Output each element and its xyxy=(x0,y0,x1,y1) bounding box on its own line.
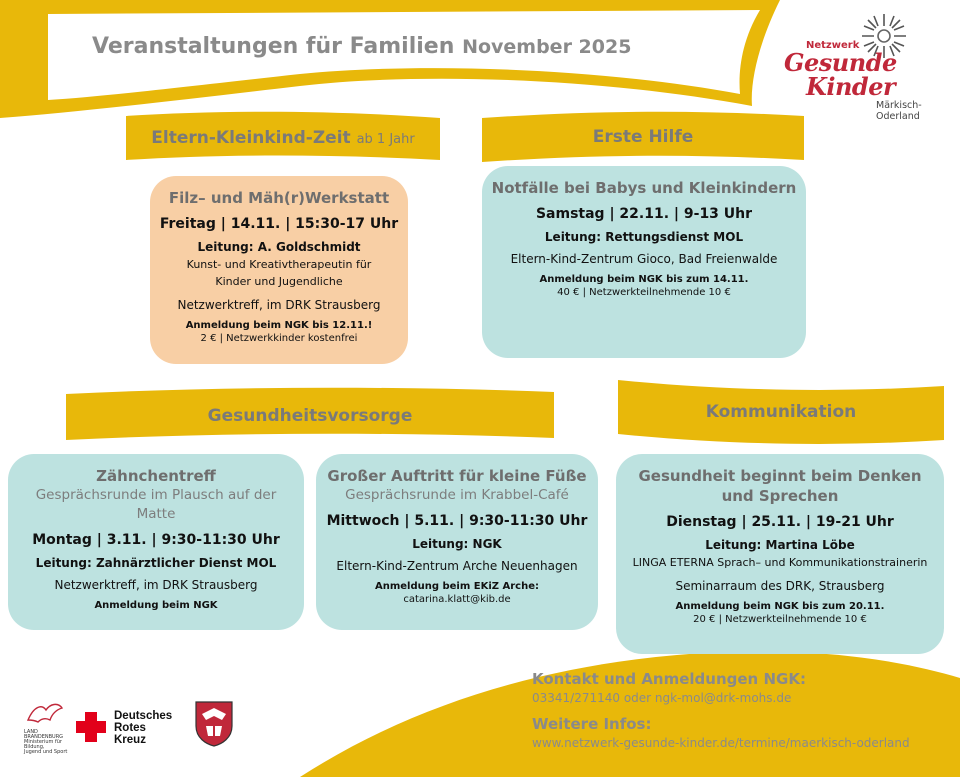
event-title: Zähnchentreff xyxy=(96,467,216,485)
event-lead: Leitung: NGK xyxy=(412,537,502,551)
contact-heading: Kontakt und Anmeldungen NGK: xyxy=(532,670,806,688)
event-title: Großer Auftritt für kleine Füße xyxy=(327,467,587,485)
banner-eltern-label xyxy=(126,128,440,148)
event-date: Montag | 3.11. | 9:30-11:30 Uhr xyxy=(32,532,280,548)
event-subtitle-line-1: Gesprächsrunde im Plausch auf der xyxy=(35,487,277,503)
logo-gesunde: Gesunde xyxy=(784,48,897,77)
event-card-notfaelle xyxy=(482,166,806,358)
banner-erste-hilfe-label: Erste Hilfe xyxy=(592,127,694,147)
event-lead: Leitung: A. Goldschmidt xyxy=(197,240,361,254)
event-date: Freitag | 14.11. | 15:30-17 Uhr xyxy=(159,216,399,232)
logo-netzwerk: Netzwerk xyxy=(806,40,860,51)
region-line-1: Märkisch- xyxy=(876,100,922,111)
event-place: Netzwerktreff, im DRK Strausberg xyxy=(177,298,381,312)
event-title: Filz– und Mäh(r)Werkstatt xyxy=(168,189,390,207)
event-price: 40 € | Netzwerkteilnehmende 10 € xyxy=(557,287,731,298)
event-contact-email: catarina.klatt@kib.de xyxy=(403,594,511,605)
eagle-icon xyxy=(24,700,64,728)
land-brandenburg-logo xyxy=(22,700,68,755)
event-subtitle: Gesprächsrunde im Krabbel-Café xyxy=(345,487,569,503)
event-subtitle-line-2: Matte xyxy=(136,506,176,522)
logo-region xyxy=(876,100,922,122)
drk-text-1: Deutsches xyxy=(114,710,173,722)
land-text-2: BRANDENBURG xyxy=(24,734,64,740)
contact-block xyxy=(532,670,910,750)
district-crest-icon xyxy=(194,700,234,748)
event-desc-line-1: Kunst- und Kreativtherapeutin für xyxy=(186,258,372,271)
title-main: Veranstaltungen für Familien xyxy=(92,34,455,59)
event-desc: LINGA ETERNA Sprach– und Kommunikationstrainerin xyxy=(632,556,928,569)
event-card-fuesse xyxy=(316,454,598,630)
drk-text xyxy=(114,710,172,746)
banner-eltern-suffix: ab 1 Jahr xyxy=(356,132,415,147)
event-lead: Leitung: Zahnärztlicher Dienst MOL xyxy=(35,556,277,570)
event-place: Eltern-Kind-Zentrum Gioco, Bad Freienwalde xyxy=(510,252,778,266)
page-title xyxy=(92,34,631,59)
contact-line[interactable]: 03341/271140 oder ngk-mol@drk-mohs.de xyxy=(532,691,792,705)
event-subtitle xyxy=(8,486,304,524)
land-text-4: Jugend und Sport xyxy=(24,749,68,755)
event-place: Eltern-Kind-Zentrum Arche Neuenhagen xyxy=(336,559,578,573)
drk-text-3: Kreuz xyxy=(114,734,146,746)
event-title xyxy=(616,466,944,506)
event-title-line-1: Gesundheit beginnt beim Denken xyxy=(638,467,922,485)
land-text-1: LAND xyxy=(24,729,38,735)
event-registration: Anmeldung beim NGK bis 12.11.! xyxy=(185,320,373,331)
land-text xyxy=(24,730,68,755)
title-month: November 2025 xyxy=(462,36,632,58)
event-price: 2 € | Netzwerkkinder kostenfrei xyxy=(200,333,358,344)
banner-gesundheit-label: Gesundheitsvorsorge xyxy=(207,406,413,426)
ngk-logo xyxy=(780,12,950,124)
land-text-3: Ministerium für Bildung, xyxy=(24,739,62,750)
red-cross-icon xyxy=(74,710,108,744)
event-place: Seminarraum des DRK, Strausberg xyxy=(675,579,885,593)
more-info-url[interactable]: www.netzwerk-gesunde-kinder.de/termine/maerkisch-oderland xyxy=(532,736,910,750)
event-registration: Anmeldung beim NGK bis zum 14.11. xyxy=(539,274,749,285)
event-title: Notfälle bei Babys und Kleinkindern xyxy=(491,179,797,197)
event-lead: Leitung: Martina Löbe xyxy=(705,538,855,552)
event-place: Netzwerktreff, im DRK Strausberg xyxy=(54,578,258,592)
drk-text-2: Rotes xyxy=(114,722,146,734)
event-registration: Anmeldung beim NGK bis zum 20.11. xyxy=(675,601,885,612)
banner-kommunikation-label: Kommunikation xyxy=(705,402,857,422)
event-date: Mittwoch | 5.11. | 9:30-11:30 Uhr xyxy=(326,513,588,529)
event-date: Dienstag | 25.11. | 19-21 Uhr xyxy=(666,514,894,530)
event-card-denken xyxy=(616,454,944,654)
event-desc-line-2: Kinder und Jugendliche xyxy=(215,275,343,288)
event-lead: Leitung: Rettungsdienst MOL xyxy=(544,230,744,244)
event-title-line-2: und Sprechen xyxy=(721,487,839,505)
logo-kinder: Kinder xyxy=(806,72,896,101)
drk-logo xyxy=(74,710,184,750)
event-desc xyxy=(150,256,408,290)
event-card-filz xyxy=(150,176,408,364)
event-registration: Anmeldung beim NGK xyxy=(94,600,218,611)
event-card-zahn xyxy=(8,454,304,630)
region-line-2: Oderland xyxy=(876,111,920,122)
more-info-heading: Weitere Infos: xyxy=(532,715,652,733)
event-price: 20 € | Netzwerkteilnehmende 10 € xyxy=(693,614,867,625)
event-date: Samstag | 22.11. | 9-13 Uhr xyxy=(535,206,753,222)
banner-eltern-title: Eltern-Kleinkind-Zeit xyxy=(151,128,351,148)
event-registration: Anmeldung beim EKiZ Arche: xyxy=(374,581,540,592)
